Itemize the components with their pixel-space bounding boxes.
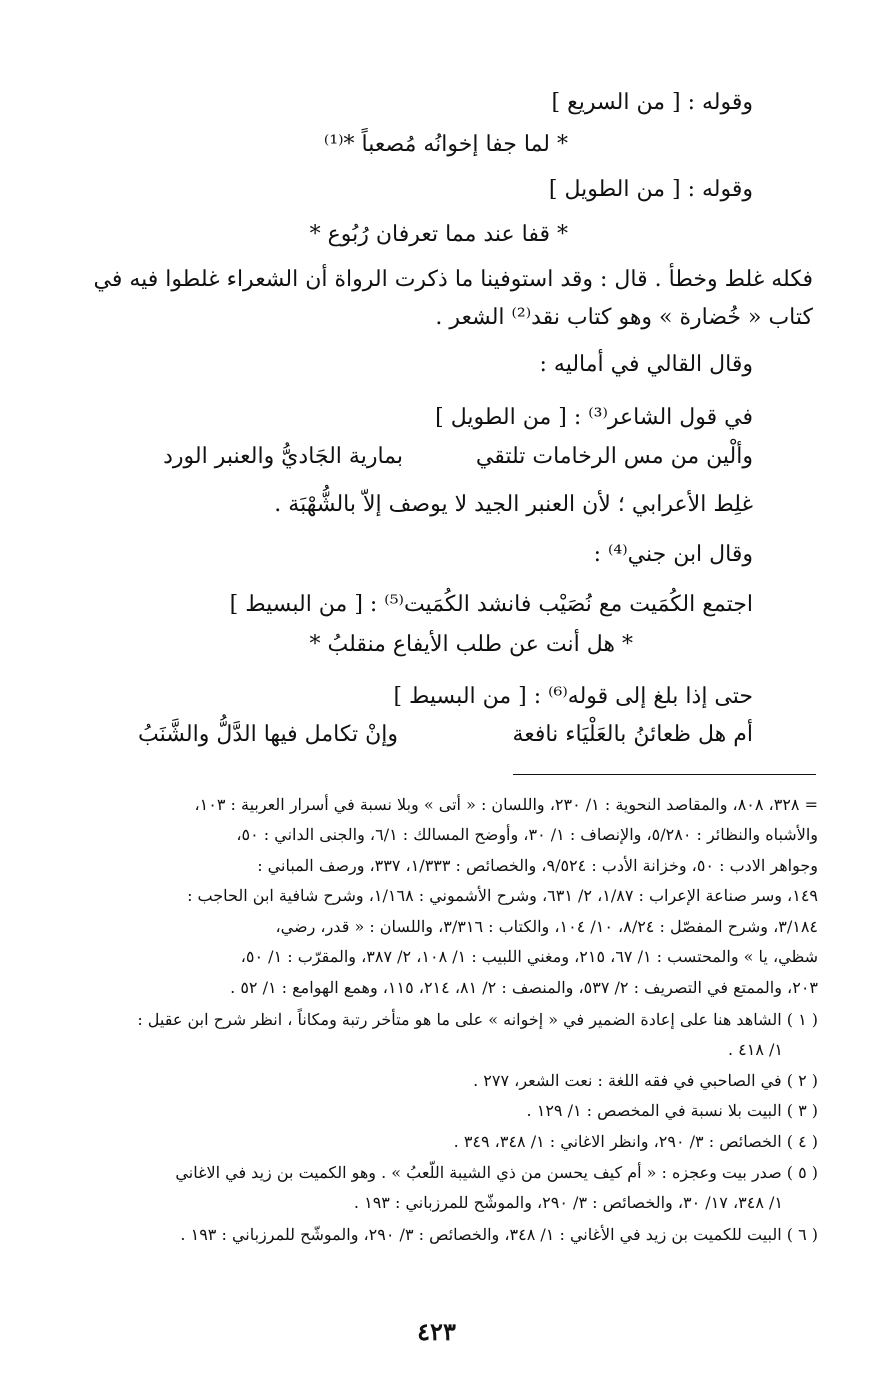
verse-1-second-half: بمارية الجَاديُّ والعنبر الورد	[163, 444, 403, 469]
body-paragraph-line-2: كتاب « خُضارة » وهو كتاب نقد⁽²⁾ الشعر .	[435, 305, 813, 330]
meter-label-1: وقوله : [ من السريع ]	[551, 90, 753, 115]
body-paragraph-line-1: فكله غلط وخطأ . قال : وقد استوفينا ما ذكرت الرواة أن الشعراء غلطوا فيه في	[93, 267, 813, 292]
footnote-continuation-line-6: شظي، يا » والمحتسب : ١/ ٦٧، ٢١٥، ومغني اللبيب : ١/ ١٠٨، ٢/ ٣٨٧، والمقرّب : ١/ ٥٠،	[240, 947, 818, 966]
verse-hemistich-3: * هل أنت عن طلب الأيفاع منقلبُ *	[309, 632, 633, 657]
page-number: ٤٢٣	[417, 1317, 456, 1346]
footnote-1: ( ١ ) الشاهد هنا على إعادة الضمير في « إخوانه » على ما هو متأخر رتبة ومكاناً ، انظر شرح ابن عقيل :	[137, 1010, 818, 1029]
body-paragraph-line-4: اجتمع الكُمَيت مع نُصَيْب فانشد الكُمَيت⁽⁵⁾ : [ من البسيط ]	[229, 592, 753, 617]
meter-label-2: وقوله : [ من الطويل ]	[548, 177, 753, 202]
footnote-3: ( ٣ ) البيت بلا نسبة في المخصص : ١/ ١٢٩ .	[526, 1101, 818, 1120]
body-heading-qali: وقال القالي في أماليه :	[539, 352, 753, 377]
footnote-continuation-line-4: ١٤٩، وسر صناعة الإعراب : ١/٨٧، ٢/ ٦٣١، وشرح الأشموني : ١/١٦٨، وشرح شافية ابن الحاجب :	[187, 886, 818, 905]
footnote-6: ( ٦ ) البيت للكميت بن زيد في الأغاني : ١/ ٣٤٨، والخصائص : ٣/ ٢٩٠، والموشّح للمرزباني : ١٩٣ .	[180, 1225, 818, 1244]
verse-hemistich-2: * قفا عند مما تعرفان رُبُوع *	[309, 222, 568, 247]
verse-hemistich-1: * لما جفا إخوانُه مُصعباً *⁽¹⁾	[323, 132, 568, 157]
footnote-continuation-line-3: وجواهر الادب : ٥٠، وخزانة الأدب : ٩/٥٢٤، والخصائص : ١/٣٣٣، ٣٣٧، ورصف المباني :	[257, 856, 818, 875]
body-heading-ibn-jinni: وقال ابن جني⁽⁴⁾ :	[593, 542, 753, 567]
verse-1-first-half: وألْين من مس الرخامات تلتقي	[475, 444, 753, 469]
footnote-2: ( ٢ ) في الصاحبي في فقه اللغة : نعت الشعر، ٢٧٧ .	[473, 1071, 818, 1090]
footnote-4: ( ٤ ) الخصائص : ٣/ ٢٩٠، وانظر الاغاني : ١/ ٣٤٨، ٣٤٩ .	[453, 1132, 818, 1151]
verse-2-second-half: وإنْ تكامل فيها الدَّلُّ والشَّنَبُ	[138, 722, 398, 747]
footnote-separator	[513, 774, 816, 775]
footnote-continuation-line-1: = ٣٢٨، ٨٠٨، والمقاصد النحوية : ١/ ٢٣٠، واللسان : « أتى » وبلا نسبة في أسرار العربية : ١٠٣،	[194, 795, 818, 814]
footnote-continuation-line-7: ٢٠٣، والممتع في التصريف : ٢/ ٥٣٧، والمنصف : ٢/ ٨١، ٢١٤، ١١٥، وهمع الهوامع : ١/ ٥٢ .	[230, 978, 818, 997]
footnote-5-continuation: ١/ ٣٤٨، ١٧/ ٣٠، والخصائص : ٣/ ٢٩٠، والموشّح للمرزباني : ١٩٣ .	[353, 1193, 783, 1212]
body-paragraph-line-3: غلِط الأعرابي ؛ لأن العنبر الجيد لا يوصف إلاّ بالشُّهْبَة .	[274, 492, 753, 517]
footnote-5: ( ٥ ) صدر بيت وعجزه : « أم كيف يحسن من ذي الشيبة اللّعبُ » . وهو الكميت بن زيد في الاغاني	[175, 1163, 818, 1182]
meter-label-3: في قول الشاعر⁽³⁾ : [ من الطويل ]	[435, 405, 753, 430]
footnote-1-continuation: ١/ ٤١٨ .	[727, 1040, 783, 1059]
footnote-continuation-line-2: والأشباه والنظائر : ٥/٢٨٠، والإنصاف : ١/ ٣٠، وأوضح المسالك : ٦/١، والجنى الداني : ٥٠،	[236, 825, 818, 844]
footnote-continuation-line-5: ٣/١٨٤، وشرح المفصّل : ٨/٢٤، ١٠/ ١٠٤، والكتاب : ٣/٣١٦، واللسان : « قدر، رضي،	[275, 917, 818, 936]
verse-2-first-half: أم هل ظعائنُ بالعَلْيَاء نافعة	[512, 722, 753, 747]
meter-label-4: حتى إذا بلغ إلى قوله⁽⁶⁾ : [ من البسيط ]	[393, 684, 753, 709]
